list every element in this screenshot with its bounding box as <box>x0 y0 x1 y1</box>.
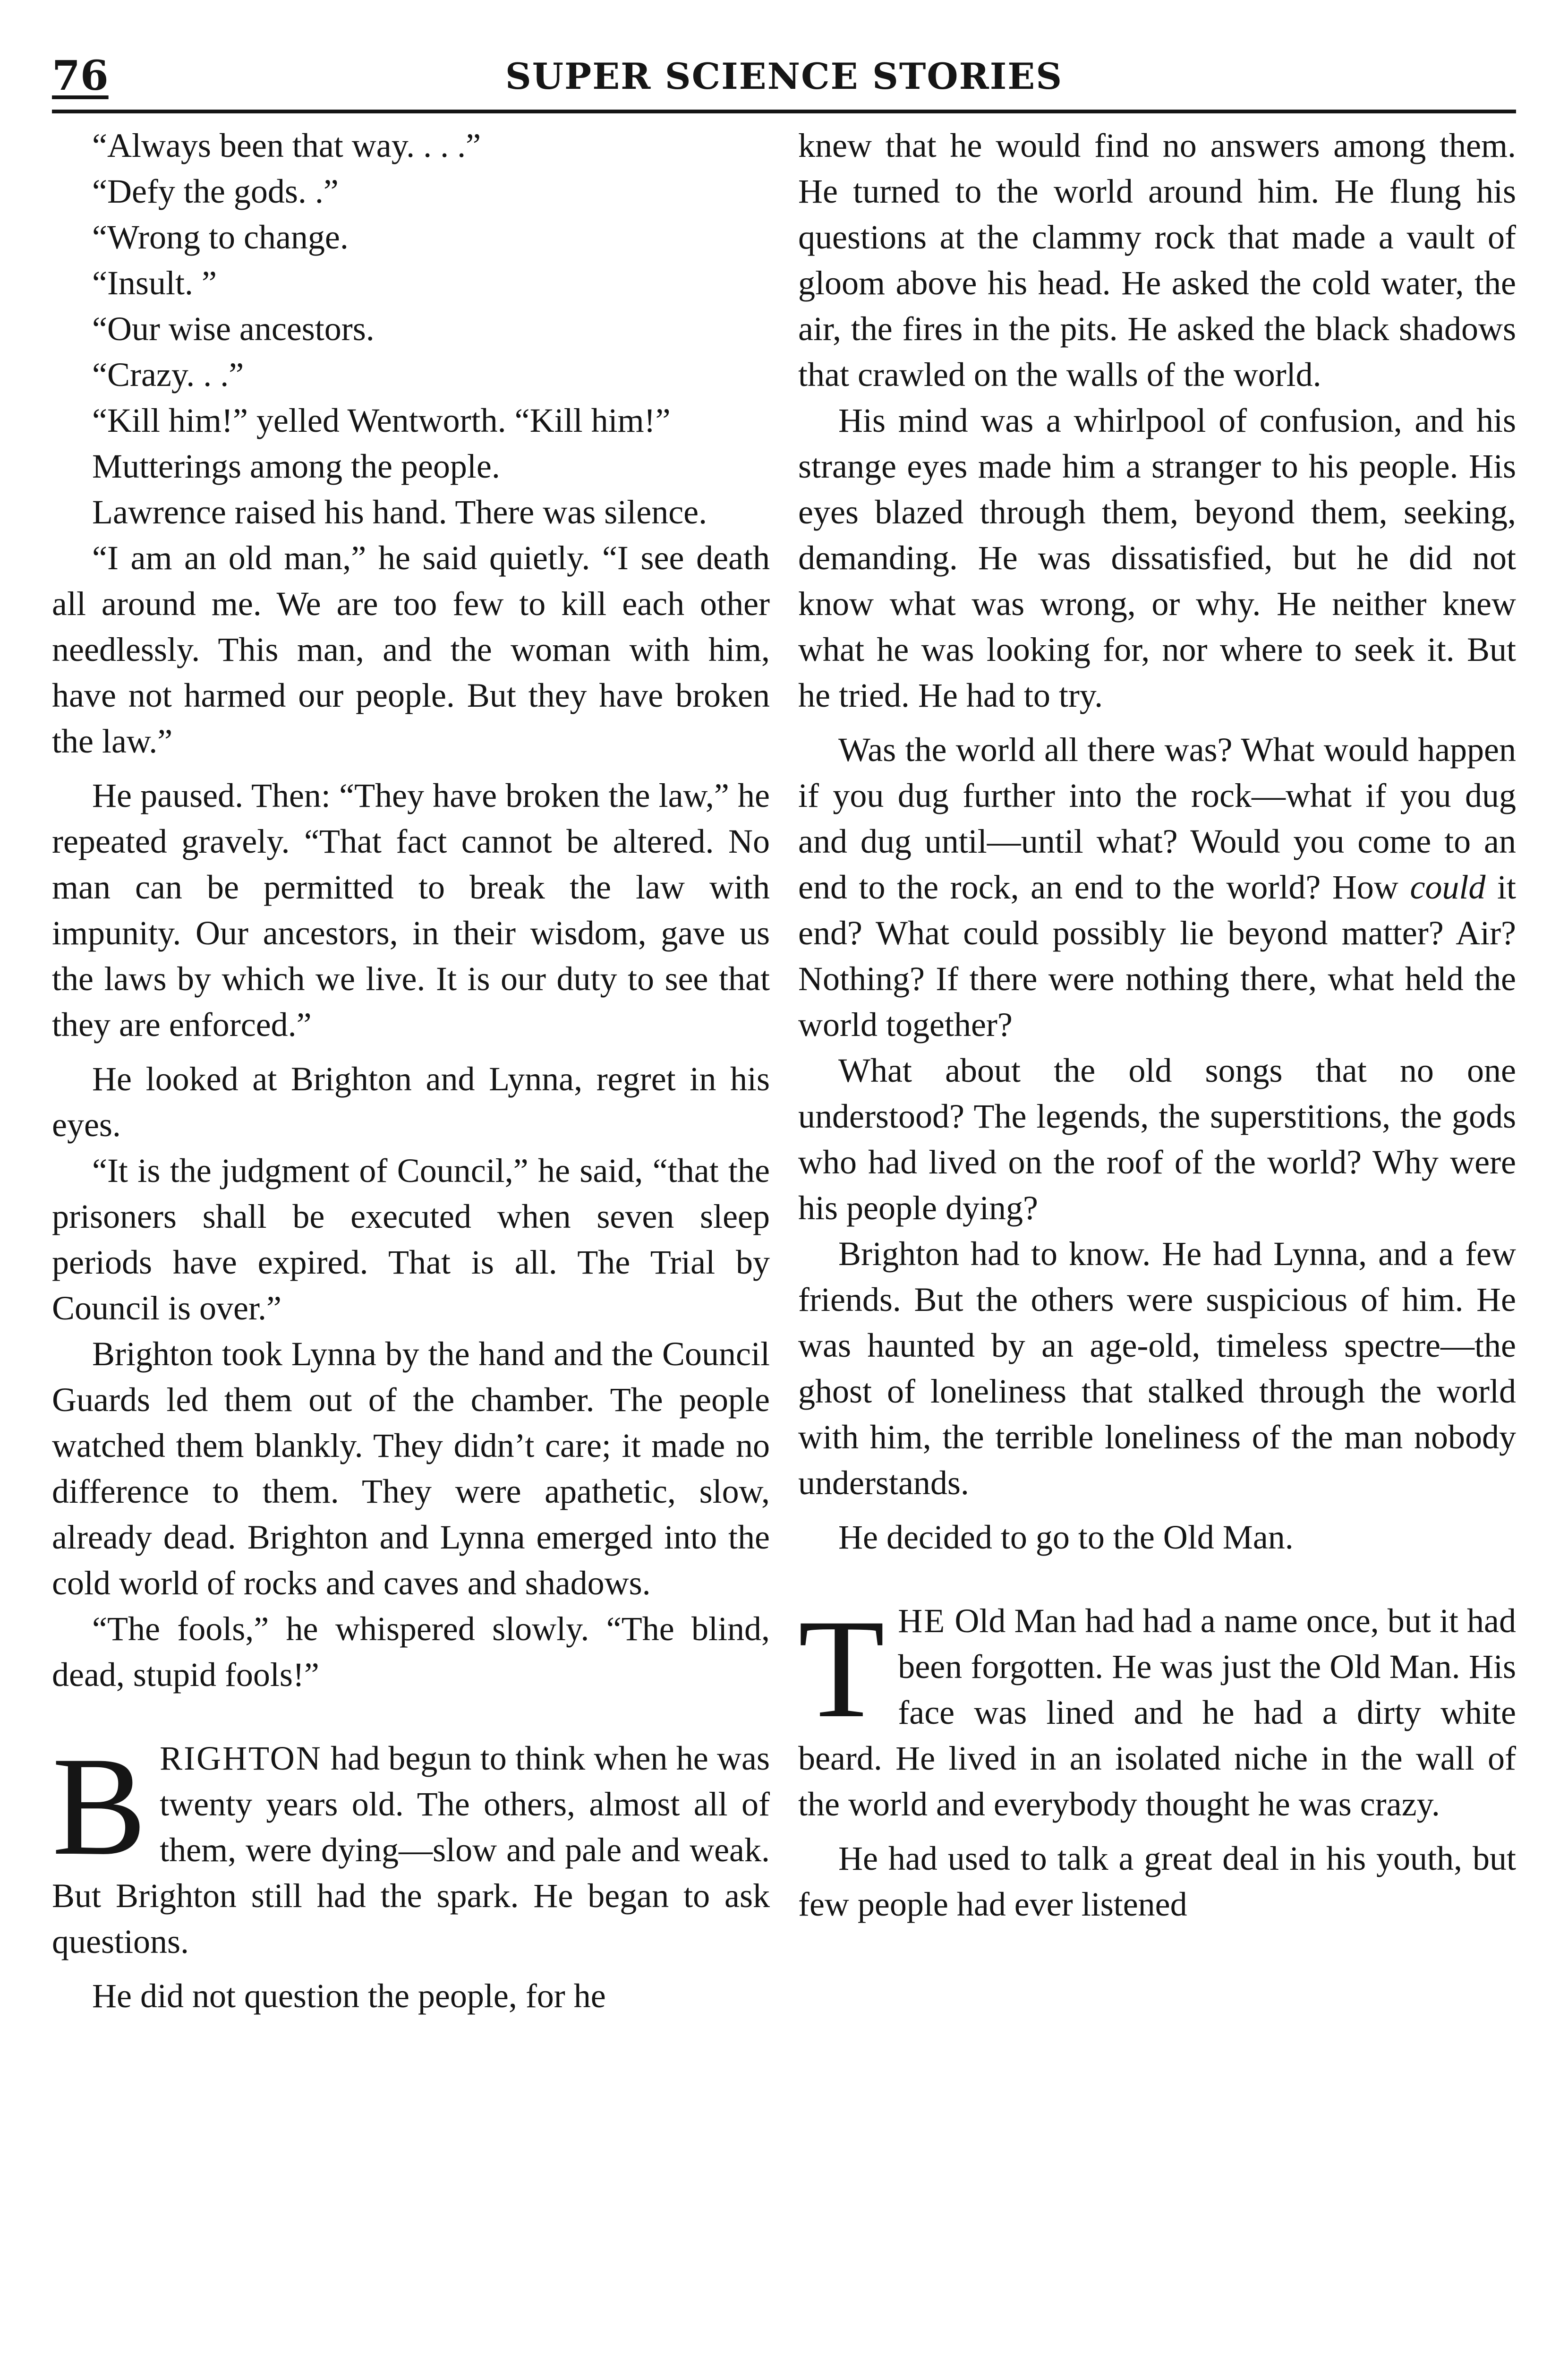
paragraph: Lawrence raised his hand. There was silence. <box>92 493 707 531</box>
paragraph: “Our wise ancestors. <box>92 310 375 348</box>
paragraph-text: Old Man had had a name once, but it had been forgotten. He was just the Old Man. His face was lined and he had a dirty white beard. He lived in an isolated niche in the wall of the world and everybody thought he was crazy. <box>798 1602 1516 1823</box>
paragraph: “Crazy. . .” <box>92 356 244 394</box>
paragraph-continued: knew that he would find no answers among them. He turned to the world around him. He flung his questions at the clammy rock that made a vault of gloom above his head. He asked the cold water, the air, the fires in the pits. He asked the black shadows that crawled on the walls of the world. <box>798 127 1516 394</box>
magazine-page <box>52 47 1516 2362</box>
lead-in-word: HE <box>898 1602 946 1640</box>
section-opening-paragraph <box>52 1728 770 1965</box>
emphasis: could <box>1410 868 1486 906</box>
paragraph: “Always been that way. . . .” <box>92 127 481 164</box>
paragraph: He decided to go to the Old Man. <box>838 1518 1294 1556</box>
paragraph: He paused. Then: “They have broken the law,” he repeated gravely. “That fact cannot be altered. No man can be permitted to break the law with impunity. Our ancestors, in their wisdom, gave us the laws by which we live. It is our duty to see that they are enforced.” <box>52 777 770 1044</box>
drop-cap: B <box>52 1728 147 1884</box>
paragraph: He looked at Brighton and Lynna, regret in his eyes. <box>52 1060 770 1144</box>
drop-cap: T <box>798 1590 885 1747</box>
right-column <box>798 123 1516 2362</box>
paragraph-text: Was the world all there was? What would happen if you dug further into the rock—what if you dug and dug until—until what? Would you come to an end to the rock, an end to the world? How <box>798 731 1516 906</box>
paragraph <box>798 727 1516 1048</box>
paragraph: “The fools,” he whispered slowly. “The blind, dead, stupid fools!” <box>52 1610 770 1694</box>
paragraph: “I am an old man,” he said quietly. “I see death all around me. We are too few to kill each other needlessly. This man, and the woman with him, have not harmed our people. But they have broken the law.” <box>52 539 770 760</box>
paragraph: Brighton took Lynna by the hand and the Council Guards led them out of the chamber. The people watched them blankly. They didn’t care; it made no difference to them. They were apathetic, slow, already dead. Brighton and Lynna emerged into the cold world of rocks and caves and shadows. <box>52 1335 770 1602</box>
running-title: SUPER SCIENCE STORIES <box>505 55 1063 97</box>
paragraph: Brighton had to know. He had Lynna, and a few friends. But the others were suspicious of him. He was haunted by an age-old, timeless spectre—the ghost of loneliness that stalked through the world with him, the terrible loneliness of the man nobody understands. <box>798 1235 1516 1502</box>
paragraph: He did not question the people, for he <box>92 1977 606 2015</box>
paragraph: His mind was a whirlpool of confusion, and his strange eyes made him a stranger to his people. His eyes blazed through them, beyond them, seeking, demanding. He was dissatisfied, but he did not know what was wrong, or why. He neither knew what he was looking for, nor where to seek it. But he tried. He had to try. <box>798 402 1516 714</box>
paragraph: “Defy the gods. .” <box>92 172 339 210</box>
paragraph: “It is the judgment of Council,” he said, “that the prisoners shall be executed when seven sleep periods have expired. That is all. The Trial by Council is over.” <box>52 1152 770 1327</box>
lead-in-word: RIGHTON <box>160 1739 322 1777</box>
section-opening-paragraph <box>798 1590 1516 1827</box>
paragraph-text: it end? What could possibly lie beyond matter? Air? Nothing? If there were nothing there, what held the world together? <box>798 868 1516 1044</box>
paragraph: “Kill him!” yelled Wentworth. “Kill him!” <box>92 402 671 439</box>
section-break-old-man <box>798 1590 1516 1827</box>
paragraph: “Wrong to change. <box>92 218 349 256</box>
section-break-brighton <box>52 1728 770 1965</box>
left-column <box>52 123 770 2362</box>
paragraph-text: had begun to think when he was twenty years old. The others, almost all of them, were dying—slow and pale and weak. But Brighton still had the spark. He began to ask questions. <box>52 1739 770 1960</box>
page-header <box>52 47 1516 118</box>
paragraph: Mutterings among the people. <box>92 447 500 485</box>
page-number: 76 <box>52 52 109 100</box>
paragraph: What about the old songs that no one understood? The legends, the superstitions, the gods who had lived on the roof of the world? Why were his people dying? <box>798 1052 1516 1227</box>
paragraph: He had used to talk a great deal in his youth, but few people had ever listened <box>798 1840 1516 1923</box>
paragraph: “Insult. ” <box>92 264 217 302</box>
header-rule <box>52 110 1516 113</box>
